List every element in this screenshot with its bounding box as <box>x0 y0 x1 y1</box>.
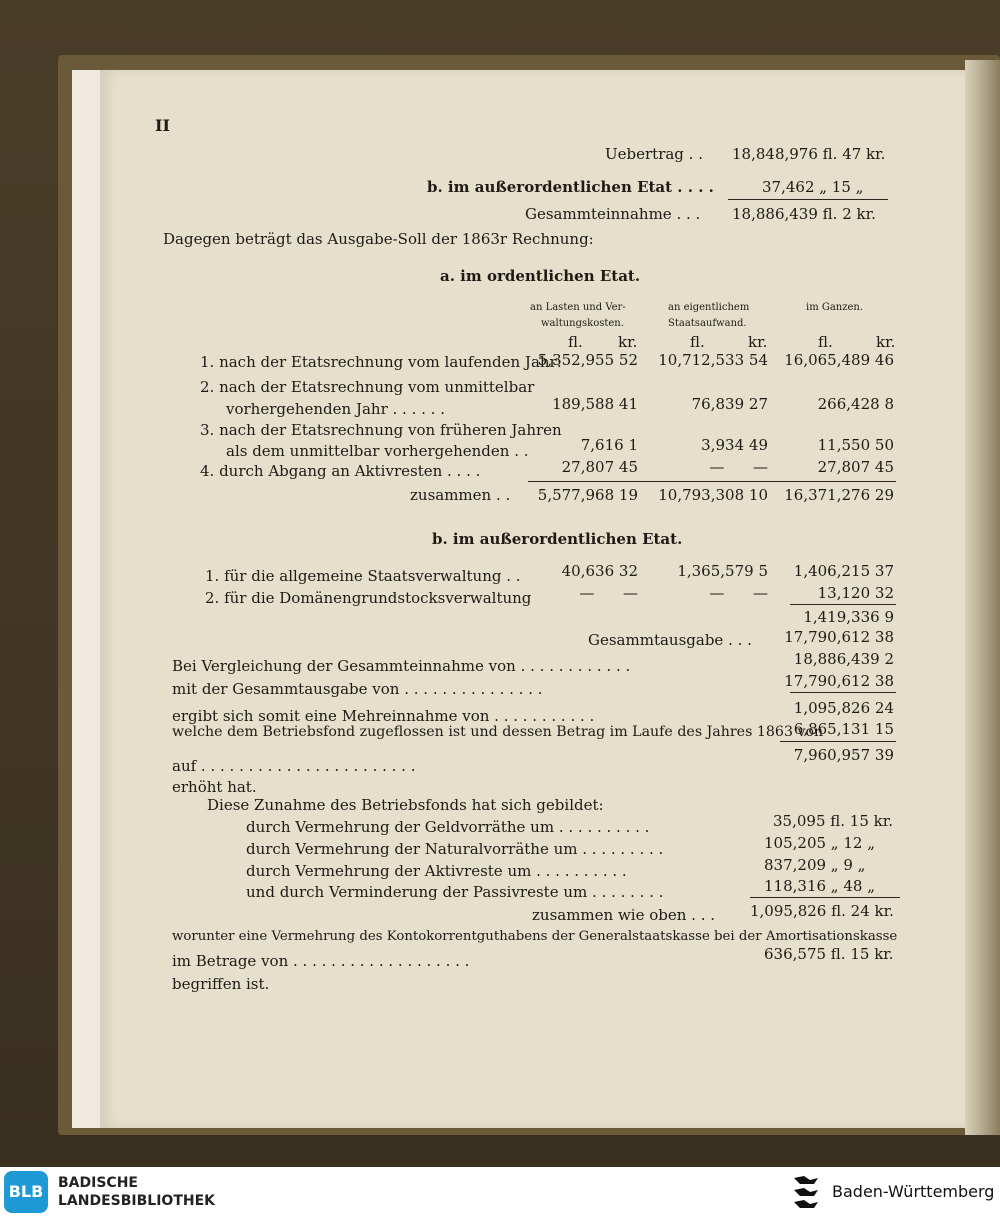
row-a4-c2: — — <box>709 458 768 476</box>
row-a1-c1: 5,352,955 52 <box>537 351 638 369</box>
row-a2-text1: 2. nach der Etatsrechnung vom unmittelbar <box>200 378 535 396</box>
row-b1-c2: 1,365,579 5 <box>677 562 768 580</box>
row-a1-c3: 16,065,489 46 <box>784 351 894 369</box>
dagegen-text: Dagegen beträgt das Ausgabe-Soll der 1863r Rechnung: <box>163 230 594 248</box>
rule <box>750 897 900 898</box>
col2-unit-kr: kr. <box>748 333 768 351</box>
col1-header-line2: waltungskosten. <box>541 318 624 329</box>
diese-text: Diese Zunahme des Betriebsfonds hat sich gebildet: <box>207 796 604 814</box>
row-a4-text: 4. durch Abgang an Aktivresten . . . . <box>200 462 481 480</box>
vergleich-1-value: 18,886,439 2 <box>793 650 894 668</box>
b-etat-value: 37,462 „ 15 „ <box>762 178 864 196</box>
row-b1-c3: 1,406,215 37 <box>793 562 894 580</box>
gesammteinnahme-value: 18,886,439 fl. 2 kr. <box>732 205 876 223</box>
uebertrag-label: Uebertrag . . <box>605 145 703 163</box>
col3-unit-fl: fl. <box>818 333 833 351</box>
page-number: II <box>155 116 170 135</box>
row-a3-text1: 3. nach der Etatsrechnung von früheren Jahren <box>200 421 562 439</box>
book-spine <box>965 60 1000 1135</box>
ergibt-text: ergibt sich somit eine Mehreinnahme von . . . . . . . . . . . <box>172 707 595 725</box>
col1-unit-fl: fl. <box>568 333 583 351</box>
blb-name-line2: LANDESBIBLIOTHEK <box>58 1193 216 1209</box>
col1-unit-kr: kr. <box>618 333 638 351</box>
rule <box>790 692 896 693</box>
zunahme-row-1-text: durch Vermehrung der Geldvorräthe um . . . . . . . . . . <box>246 818 650 836</box>
row-a2-c2: 76,839 27 <box>691 395 768 413</box>
blb-logo[interactable]: BLB <box>4 1171 48 1213</box>
col2-header-line1: an eigentlichem <box>668 302 750 313</box>
zusammen-a-c2: 10,793,308 10 <box>658 486 768 504</box>
section-b-heading: b. im außerordentlichen Etat. <box>432 530 683 548</box>
row-a3-c2: 3,934 49 <box>701 436 768 454</box>
begriffen-text: begriffen ist. <box>172 975 270 993</box>
lions-crest-icon <box>790 1172 822 1212</box>
sum-b-c3: 1,419,336 9 <box>803 608 894 626</box>
row-a1-c2: 10,712,533 54 <box>658 351 768 369</box>
row-a2-c1: 189,588 41 <box>552 395 638 413</box>
col3-unit-kr: kr. <box>876 333 896 351</box>
col2-unit-fl: fl. <box>690 333 705 351</box>
zunahme-row-4-value: 118,316 „ 48 „ <box>764 877 875 895</box>
row-a4-c3: 27,807 45 <box>817 458 894 476</box>
zusammen-a-c3: 16,371,276 29 <box>784 486 894 504</box>
zunahme-row-3-text: durch Vermehrung der Aktivreste um . . . . . . . . . . <box>246 862 627 880</box>
zusammen-a-c1: 5,577,968 19 <box>537 486 638 504</box>
zunahme-row-2-value: 105,205 „ 12 „ <box>764 834 875 852</box>
section-a-heading: a. im ordentlichen Etat. <box>440 267 641 285</box>
row-a1-text: 1. nach der Etatsrechnung vom laufenden Jahr: <box>200 353 562 371</box>
rule <box>728 199 888 200</box>
col2-header-line2: Staatsaufwand. <box>668 318 747 329</box>
vergleich-2-value: 17,790,612 38 <box>784 672 894 690</box>
worunter-text: worunter eine Vermehrung des Kontokorrentguthabens der Generalstaatskasse bei der Amortisationskasse <box>172 929 898 944</box>
blb-name[interactable] <box>58 1174 215 1210</box>
baden-wuerttemberg-label[interactable]: Baden-Württemberg <box>832 1182 995 1201</box>
row-a4-c1: 27,807 45 <box>561 458 638 476</box>
gesammteinnahme-label: Gesammteinnahme . . . <box>525 205 701 223</box>
zusammen-wie-label: zusammen wie oben . . . <box>532 906 716 924</box>
erhoeht-text: erhöht hat. <box>172 778 257 796</box>
betrage-value: 636,575 fl. 15 kr. <box>764 945 894 963</box>
row-a2-text2: vorhergehenden Jahr . . . . . . <box>226 400 445 418</box>
row-b1-c1: 40,636 32 <box>561 562 638 580</box>
row-a2-c3: 266,428 8 <box>817 395 894 413</box>
uebertrag-value: 18,848,976 fl. 47 kr. <box>732 145 886 163</box>
gesammtausgabe-label: Gesammtausgabe . . . <box>588 631 752 649</box>
vergleich-2-text: mit der Gesammtausgabe von . . . . . . . . . . . . . . . <box>172 680 543 698</box>
zusammen-wie-value: 1,095,826 fl. 24 kr. <box>750 902 894 920</box>
ergibt-value: 1,095,826 24 <box>793 699 894 717</box>
gesammtausgabe-value: 17,790,612 38 <box>784 628 894 646</box>
vergleich-1-text: Bei Vergleichung der Gesammteinnahme von . . . . . . . . . . . . <box>172 657 631 675</box>
auf-value: 7,960,957 39 <box>793 746 894 764</box>
row-a3-c3: 11,550 50 <box>817 436 894 454</box>
row-b2-c3: 13,120 32 <box>817 584 894 602</box>
betrage-text: im Betrage von . . . . . . . . . . . . . . . . . . . <box>172 952 470 970</box>
row-b1-text: 1. für die allgemeine Staatsverwaltung . . <box>205 567 521 585</box>
zunahme-row-1-value: 35,095 fl. 15 kr. <box>773 812 894 830</box>
row-b2-c1: — — <box>579 584 638 602</box>
row-a3-c1: 7,616 1 <box>580 436 638 454</box>
zunahme-row-4-text: und durch Verminderung der Passivreste um . . . . . . . . <box>246 883 664 901</box>
row-b2-text: 2. für die Domänengrundstocksverwaltung <box>205 589 532 607</box>
rule <box>790 604 896 605</box>
blb-name-line1: BADISCHE <box>58 1175 138 1191</box>
col1-header-line1: an Lasten und Ver- <box>530 302 626 313</box>
row-a3-text2: als dem unmittelbar vorhergehenden . . <box>226 442 529 460</box>
rule <box>780 741 896 742</box>
rule <box>528 481 896 482</box>
zunahme-row-2-text: durch Vermehrung der Naturalvorräthe um . . . . . . . . . <box>246 840 664 858</box>
zusammen-a-label: zusammen . . <box>410 486 511 504</box>
welche-text: welche dem Betriebsfond zugeflossen ist und dessen Betrag im Laufe des Jahres 1863 von <box>172 724 824 740</box>
row-b2-c2: — — <box>709 584 768 602</box>
zunahme-row-3-value: 837,209 „ 9 „ <box>764 856 866 874</box>
col3-header: im Ganzen. <box>806 302 864 313</box>
auf-text: auf . . . . . . . . . . . . . . . . . . . . . . . <box>172 757 416 775</box>
welche-value: 6,865,131 15 <box>793 720 894 738</box>
b-etat-label: b. im außerordentlichen Etat . . . . <box>427 178 714 196</box>
